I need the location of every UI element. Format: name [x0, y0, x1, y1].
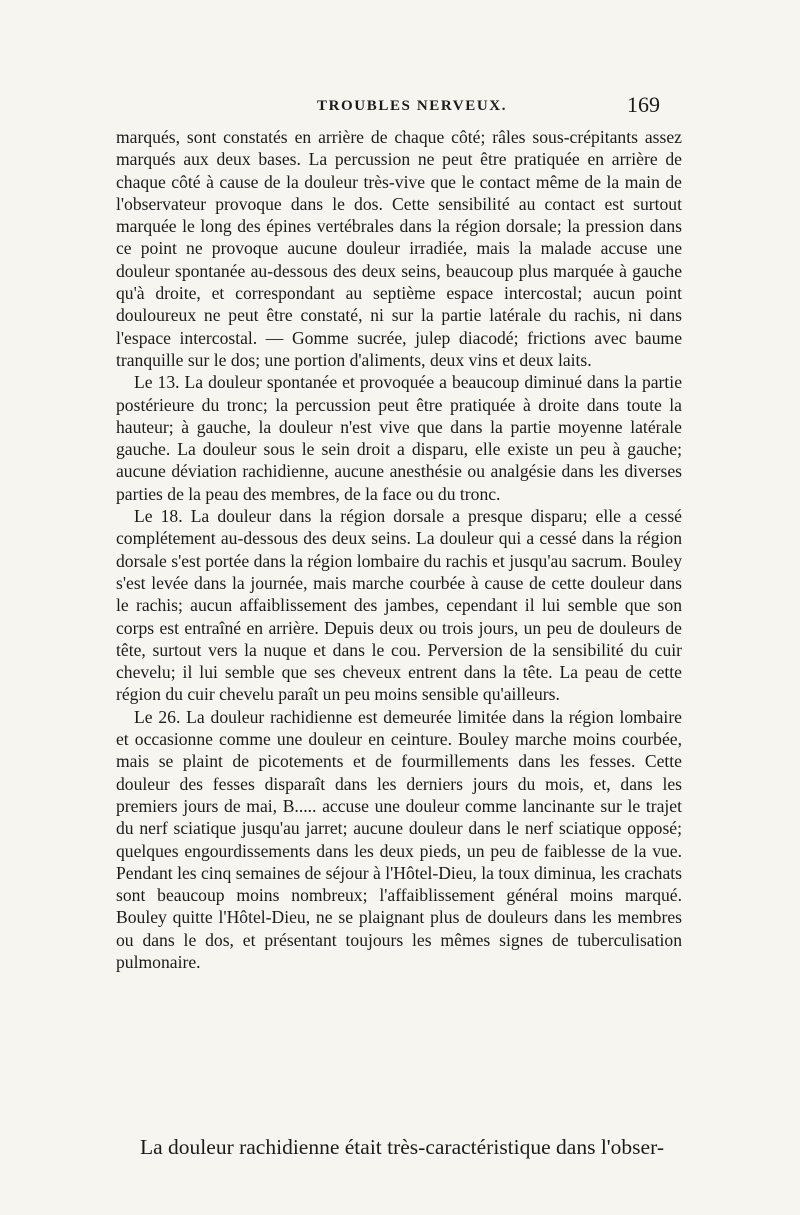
paragraph-le-26: Le 26. La douleur rachidienne est demeurée limitée dans la région lombaire et occasionne comme une douleur en ceinture. Bouley marche moins courbée, mais se plaint de picotements et de fourmillements dans les fesses. Cette douleur des fesses disparaît dans les derniers jours du mois, et, dans les premiers jours de mai, B..... accuse une douleur comme lancinante sur le trajet du nerf sciatique jusqu'au jarret; aucune douleur dans le nerf sciatique opposé; quelques engourdissements dans les deux pieds, un peu de faiblesse de la vue. Pendant les cinq semaines de séjour à l'Hôtel-Dieu, la toux diminua, les crachats sont beaucoup moins nombreux; l'affaiblissement général moins marqué. Bouley quitte l'Hôtel-Dieu, ne se plaignant plus de douleurs dans les membres ou dans le dos, et présentant toujours les mêmes signes de tuberculisation pulmonaire.: [116, 706, 683, 972]
paragraph-le-18: Le 18. La douleur dans la région dorsale a presque disparu; elle a cessé complétement au-dessous des deux seins. La douleur qui a cessé dans la région dorsale s'est portée dans la région lombaire du rachis et jusqu'au sacrum. Bouley s'est levée dans la journée, mais marche courbée à cause de cette douleur dans le rachis; aucun affaiblissement des jambes, cependant il lui semble que son corps est entraîné en arrière. Depuis deux ou trois jours, un peu de douleurs de tête, surtout vers la nuque et dans le cou. Perversion de la sensibilité du cuir chevelu; il lui semble que ses cheveux entrent dans la tête. La peau de cette région du cuir chevelu paraît un peu moins sensible qu'ailleurs.: [116, 506, 682, 705]
running-head: [0, 92, 800, 122]
page-number: 169: [627, 92, 660, 117]
closing-line: La douleur rachidienne était très-caractéristique dans l'obser-: [140, 1135, 664, 1159]
paragraph-le-13: Le 13. La douleur spontanée et provoquée a beaucoup diminué dans la partie postérieure du tronc; la percussion peut être pratiquée à droite dans toute la hauteur; à gauche, la douleur n'est vive que dans la partie moyenne latérale gauche. La douleur sous le sein droit a disparu, elle existe un peu à gauche; aucune déviation rachidienne, aucune anesthésie ou analgésie dans les diverses parties de la peau des membres, de la face ou du tronc.: [116, 372, 682, 504]
running-title: TROUBLES NERVEUX.: [317, 98, 508, 114]
body-text: [116, 126, 682, 973]
paragraph-continuation: marqués, sont constatés en arrière de chaque côté; râles sous-crépitants assez marqués aux deux bases. La percussion ne peut être pratiquée en arrière de chaque côté à cause de la douleur très-vive que le contact même de la main de l'observateur provoque dans le dos. Cette sensibilité au contact est surtout marquée le long des épines vertébrales dans la région dorsale; la pression dans ce point ne provoque aucune douleur irradiée, mais la malade accuse une douleur spontanée au-dessous des deux seins, beaucoup plus marquée à gauche qu'à droite, et correspondant au septième espace intercostal; aucun point douloureux ne peut être constaté, ni sur la partie latérale du rachis, ni dans l'espace intercostal. — Gomme sucrée, julep diacodé; frictions avec baume tranquille sur le dos; une portion d'aliments, deux vins et deux laits.: [116, 127, 682, 370]
